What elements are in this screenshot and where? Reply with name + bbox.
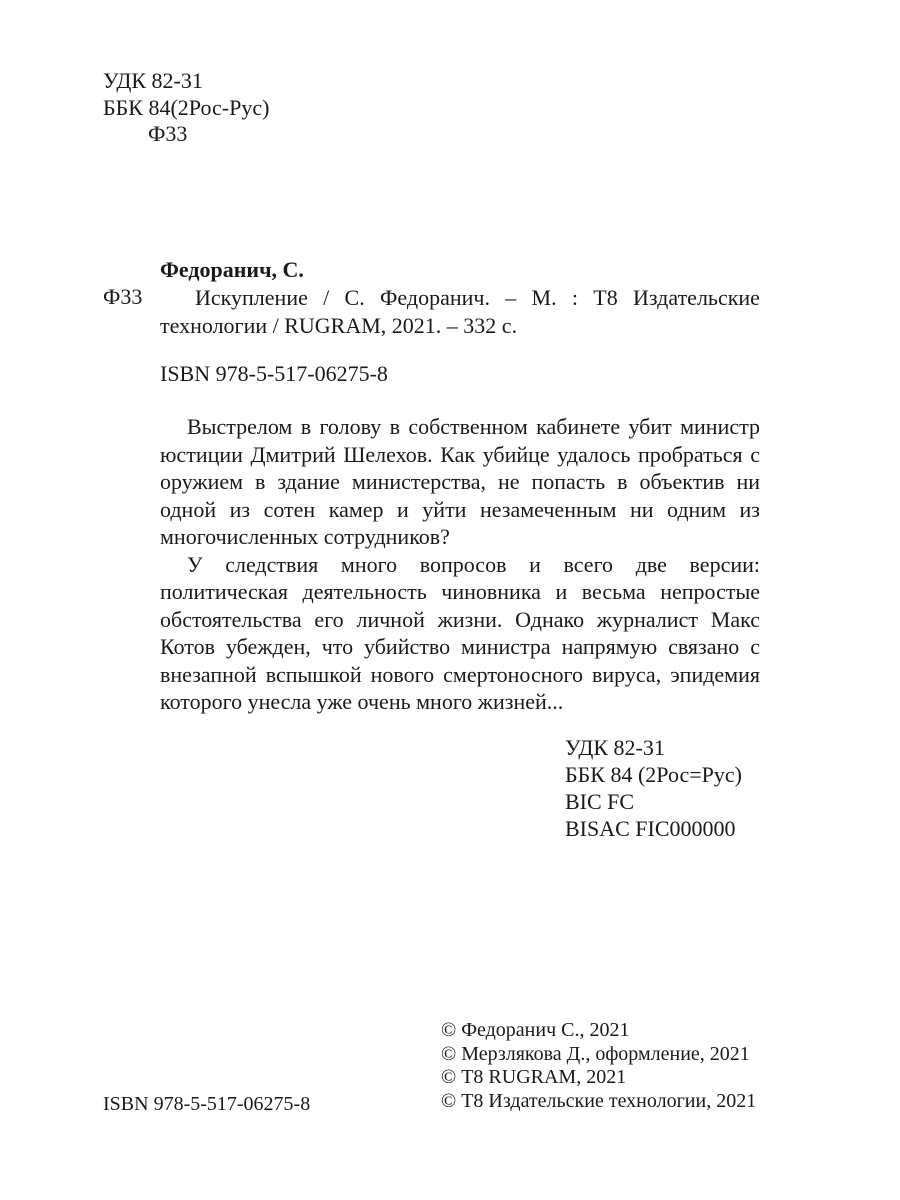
title-word: Искупление [195, 285, 308, 310]
title-line-2: технологии / RUGRAM, 2021. – 332 с. [160, 313, 518, 338]
title-word: : [571, 285, 578, 310]
annotation-paragraph-2: У следствия много вопросов и всего две версии: политическая деятельность чиновника и весьма непростые обстоятельства его личной жизни. Однако журналист Макс Котов убежден, что убийство министра напрямую связано с внезапной вспышкой нового смертоносного вируса, эпидемия которого унесла уже очень много жизней... [160, 551, 760, 714]
header-cutter: Ф33 [148, 121, 188, 146]
bibliographic-description [160, 284, 760, 340]
header-classification-codes [103, 68, 269, 148]
copyright-line: © Федоранич С., 2021 [441, 1019, 630, 1041]
class-bbk: ББК 84 (2Рос=Рус) [565, 762, 742, 787]
title-word: – [505, 285, 517, 310]
record-cutter: Ф33 [103, 284, 143, 309]
record-author: Федоранич, С. [160, 257, 304, 282]
class-bic: BIC FC [565, 789, 635, 814]
footer-isbn: ISBN 978-5-517-06275-8 [103, 1093, 311, 1115]
copyright-line: © Т8 RUGRAM, 2021 [441, 1066, 627, 1088]
copyright-notices [441, 1017, 756, 1111]
title-word: Издательские [633, 285, 760, 310]
header-bbk: ББК 84(2Рос-Рус) [103, 94, 270, 120]
class-udk: УДК 82-31 [565, 735, 665, 760]
classification-codes [565, 735, 742, 843]
record-isbn: ISBN 978-5-517-06275-8 [160, 361, 388, 386]
title-word: / [323, 285, 330, 310]
annotation [160, 413, 760, 716]
title-word: С. [344, 285, 365, 310]
header-udk: УДК 82-31 [103, 68, 203, 93]
title-word: Федоранич. [380, 285, 490, 310]
title-line-1 [160, 284, 760, 312]
title-word: Т8 [593, 285, 618, 310]
title-word: М. [531, 285, 557, 310]
copyright-line: © Т8 Издательские технологии, 2021 [441, 1089, 757, 1112]
copyright-line: © Мерзлякова Д., оформление, 2021 [441, 1042, 750, 1065]
annotation-paragraph-1: Выстрелом в голову в собственном кабинете убит министр юстиции Дмитрий Шелехов. Как убийце удалось пробраться с оружием в здание министерства, не попасть в объектив ни одной из сотен камер и уйти незамеченным ни одним из многочисленных сотрудников? [160, 414, 760, 549]
class-bisac: BISAC FIC000000 [565, 816, 736, 841]
